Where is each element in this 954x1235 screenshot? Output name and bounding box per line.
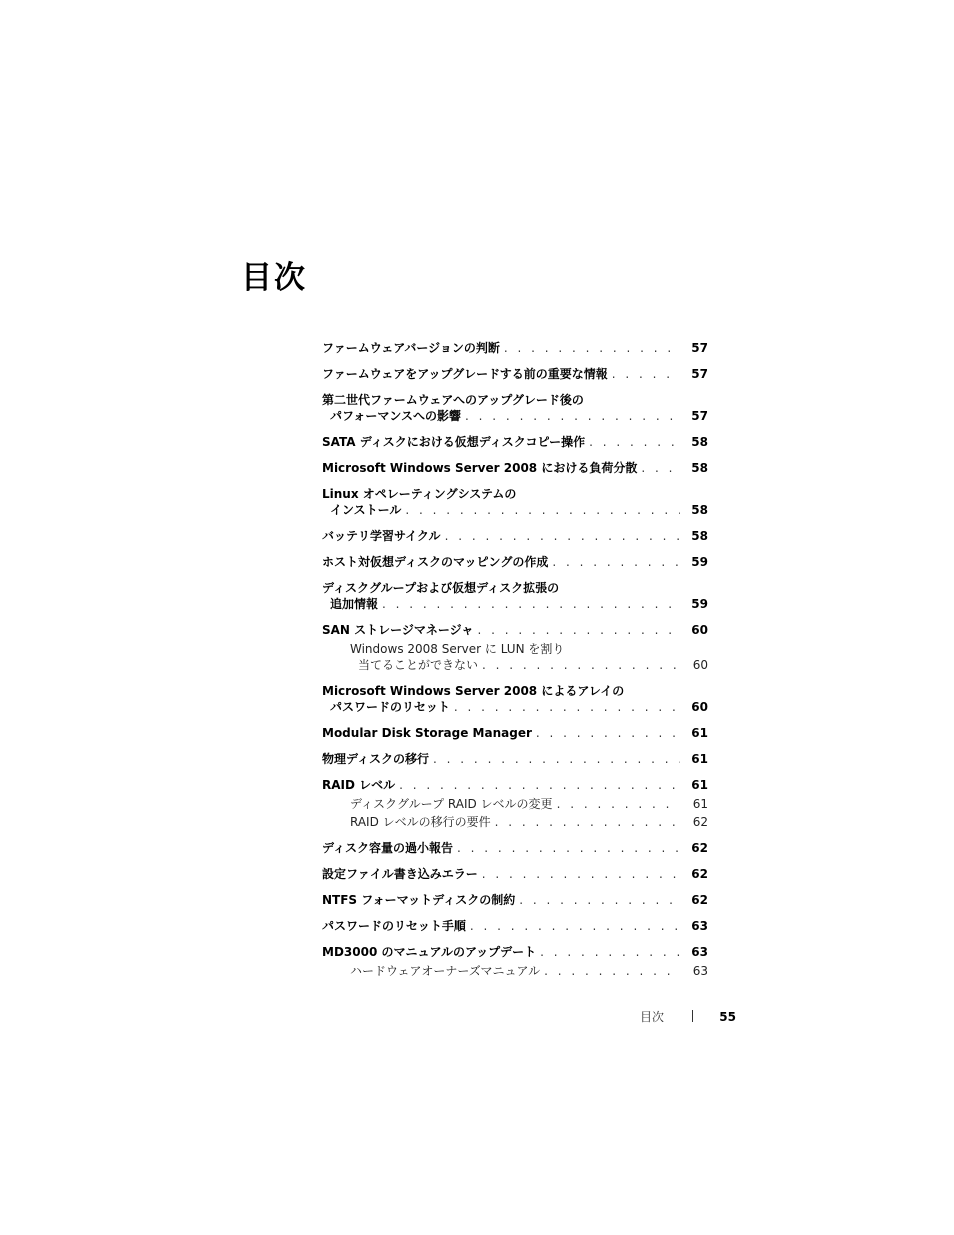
toc-page-number: 58 [691, 529, 708, 543]
toc-entry[interactable] [322, 796, 708, 812]
toc-leader-dots [482, 866, 680, 882]
toc-entry-title: 追加情報 [330, 597, 379, 611]
toc-page-number: 59 [691, 597, 708, 611]
toc-entry-title: ファームウェアバージョンの判断 [322, 341, 500, 355]
toc-leader-dots [544, 963, 680, 979]
toc-entry[interactable] [322, 725, 708, 741]
toc-entry[interactable] [322, 840, 708, 856]
toc-page-number: 61 [691, 726, 708, 740]
toc-page-number: 58 [691, 461, 708, 475]
toc-leader-dots [495, 814, 680, 830]
toc-page-number: 58 [691, 503, 708, 517]
toc-page-number: 61 [691, 752, 708, 766]
page-title: 目次 [241, 260, 307, 296]
toc-entry-title: パフォーマンスへの影響 [330, 409, 462, 423]
toc-page-number: 62 [692, 815, 708, 829]
toc-leader-dots [477, 622, 680, 638]
toc-page-number: 63 [691, 945, 708, 959]
toc-leader-dots [465, 408, 680, 424]
toc-page-number: 60 [691, 623, 708, 637]
toc-leader-dots [536, 725, 680, 741]
toc-page-number: 61 [691, 778, 708, 792]
toc-entry[interactable] [322, 944, 708, 960]
toc-leader-dots [589, 434, 680, 450]
page-footer [640, 1008, 736, 1026]
toc-entry-title: Windows 2008 Server に LUN を割り [350, 642, 565, 656]
toc-entry[interactable] [322, 963, 708, 979]
toc-page-number: 60 [692, 658, 708, 672]
toc-leader-dots [519, 892, 680, 908]
toc-entry[interactable] [322, 460, 708, 476]
toc-entry-title: Linux オペレーティングシステムの [322, 487, 517, 501]
toc-page-number: 62 [691, 893, 708, 907]
toc-entry[interactable] [322, 641, 708, 673]
toc-page-number: 59 [691, 555, 708, 569]
toc-entry-title: ホスト対仮想ディスクのマッピングの作成 [322, 555, 549, 569]
toc-entry-title: バッテリ学習サイクル [322, 529, 441, 543]
footer-page-number: 55 [719, 1010, 736, 1024]
toc-entry[interactable] [322, 866, 708, 882]
toc-entry-title: ハードウェアオーナーズマニュアル [350, 964, 541, 978]
toc-page-number: 57 [691, 367, 708, 381]
toc-entry[interactable] [322, 814, 708, 830]
toc-entry[interactable] [322, 683, 708, 715]
toc-leader-dots [612, 366, 680, 382]
toc-entry-title: Microsoft Windows Server 2008 によるアレイの [322, 684, 625, 698]
toc-page-number: 57 [691, 409, 708, 423]
toc-entry-title: 物理ディスクの移行 [322, 752, 430, 766]
toc-leader-dots [382, 596, 680, 612]
footer-separator [692, 1010, 693, 1022]
toc-entry[interactable] [322, 622, 708, 638]
toc-entry-title: RAID レベル [322, 778, 396, 792]
toc-page-number: 63 [692, 964, 708, 978]
toc-leader-dots [454, 699, 680, 715]
toc-page-number: 57 [691, 341, 708, 355]
toc-entry[interactable] [322, 366, 708, 382]
toc-leader-dots [445, 528, 680, 544]
toc-leader-dots [405, 502, 680, 518]
toc-entry[interactable] [322, 777, 708, 793]
toc-leader-dots [552, 554, 680, 570]
toc-page-number: 63 [691, 919, 708, 933]
toc-entry[interactable] [322, 392, 708, 424]
toc-entry-title: パスワードのリセット手順 [322, 919, 466, 933]
toc-leader-dots [457, 840, 680, 856]
toc-entry-title: ディスクグループ RAID レベルの変更 [350, 797, 553, 811]
toc-entry[interactable] [322, 751, 708, 767]
toc-page-number: 58 [691, 435, 708, 449]
toc-entry[interactable] [322, 340, 708, 356]
toc-leader-dots [641, 460, 680, 476]
toc-leader-dots [482, 657, 680, 673]
toc-entry[interactable] [322, 528, 708, 544]
toc-entry-title: 設定ファイル書き込みエラー [322, 867, 478, 881]
toc-page-number: 62 [691, 867, 708, 881]
toc-leader-dots [504, 340, 680, 356]
toc-entry-title: SAN ストレージマネージャ [322, 623, 474, 637]
toc-leader-dots [540, 944, 680, 960]
toc-entry-title: 第二世代ファームウェアへのアップグレード後の [322, 393, 584, 407]
toc-entry-title: ディスクグループおよび仮想ディスク拡張の [322, 581, 560, 595]
toc-entry[interactable] [322, 486, 708, 518]
toc-entry-title: Modular Disk Storage Manager [322, 726, 532, 740]
footer-label: 目次 [640, 1010, 665, 1024]
toc-page-number: 61 [692, 797, 708, 811]
toc-entry[interactable] [322, 554, 708, 570]
toc-page-number: 60 [691, 700, 708, 714]
toc-leader-dots [433, 751, 680, 767]
toc-entry-title: Microsoft Windows Server 2008 における負荷分散 [322, 461, 638, 475]
toc-entry-title: MD3000 のマニュアルのアップデート [322, 945, 537, 959]
toc-entry-title: ファームウェアをアップグレードする前の重要な情報 [322, 367, 608, 381]
toc-entry[interactable] [322, 434, 708, 450]
toc-entry-title: SATA ディスクにおける仮想ディスクコピー操作 [322, 435, 586, 449]
toc-entry[interactable] [322, 892, 708, 908]
toc-page-number: 62 [691, 841, 708, 855]
table-of-contents [322, 340, 708, 989]
toc-entry-title: パスワードのリセット [330, 700, 450, 714]
toc-entry[interactable] [322, 918, 708, 934]
toc-leader-dots [557, 796, 680, 812]
toc-entry-title: RAID レベルの移行の要件 [350, 815, 491, 829]
toc-entry[interactable] [322, 580, 708, 612]
toc-entry-title: 当てることができない [358, 658, 479, 672]
toc-entry-title: ディスク容量の過小報告 [322, 841, 454, 855]
toc-entry-title: インストール [330, 503, 402, 517]
toc-leader-dots [399, 777, 680, 793]
toc-entry-title: NTFS フォーマットディスクの制約 [322, 893, 516, 907]
toc-leader-dots [470, 918, 680, 934]
